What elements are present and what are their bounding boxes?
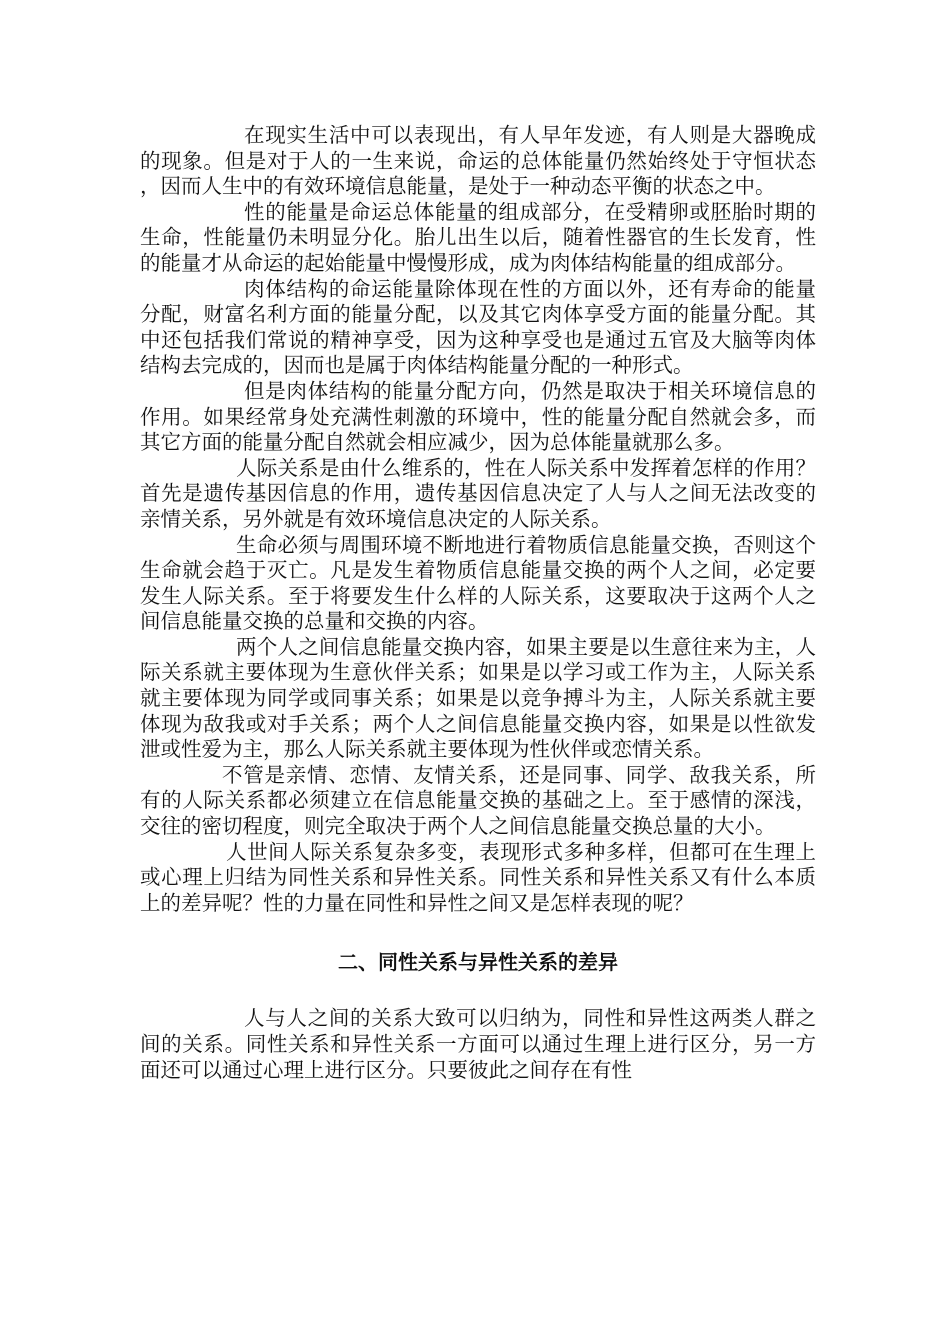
paragraph-5: 人际关系是由什么维系的，性在人际关系中发挥着怎样的作用？首先是遗传基因信息的作用，遗传基因信息决定了人与人之间无法改变的亲情关系，另外就是有效环境信息决定的人际关系。	[140, 455, 816, 531]
document-page	[140, 123, 816, 1083]
paragraph-9: 人世间人际关系复杂多变，表现形式多种多样，但都可在生理上或心理上归结为同性关系和异性关系。同性关系和异性关系又有什么本质上的差异呢？性的力量在同性和异性之间又是怎样表现的呢？	[140, 839, 816, 915]
paragraph-1: 在现实生活中可以表现出，有人早年发迹，有人则是大器晚成的现象。但是对于人的一生来说，命运的总体能量仍然始终处于守恒状态，因而人生中的有效环境信息能量，是处于一种动态平衡的状态之中。	[140, 123, 816, 199]
paragraph-4: 但是肉体结构的能量分配方向，仍然是取决于相关环境信息的作用。如果经常身处充满性刺激的环境中，性的能量分配自然就会多，而其它方面的能量分配自然就会相应减少，因为总体能量就那么多。	[140, 378, 816, 455]
section-heading: 二、同性关系与异性关系的差异	[338, 950, 618, 975]
paragraph-3: 肉体结构的命运能量除体现在性的方面以外，还有寿命的能量分配，财富名利方面的能量分配，以及其它肉体享受方面的能量分配。其中还包括我们常说的精神享受，因为这种享受也是通过五官及大脑等肉体结构去完成的，因而也是属于肉体结构能量分配的一种形式。	[140, 276, 816, 378]
paragraph-8: 不管是亲情、恋情、友情关系，还是同事、同学、敌我关系，所有的人际关系都必须建立在信息能量交换的基础之上。至于感情的深浅，交往的密切程度，则完全取决于两个人之间信息能量交换总量的大小。	[140, 762, 816, 839]
paragraph-7: 两个人之间信息能量交换内容，如果主要是以生意往来为主，人际关系就主要体现为生意伙伴关系；如果是以学习或工作为主，人际关系就主要体现为同学或同事关系；如果是以竞争搏斗为主，人际关系就主要体现为敌我或对手关系；两个人之间信息能量交换内容，如果是以性欲发泄或性爱为主，那么人际关系就主要体现为性伙伴或恋情关系。	[140, 634, 816, 762]
paragraph-10: 人与人之间的关系大致可以归纳为，同性和异性这两类人群之间的关系。同性关系和异性关系一方面可以通过生理上进行区分，另一方面还可以通过心理上进行区分。只要彼此之间存在有性	[140, 1006, 816, 1082]
paragraph-2: 性的能量是命运总体能量的组成部分，在受精卵或胚胎时期的生命，性能量仍未明显分化。胎儿出生以后，随着性器官的生长发育，性的能量才从命运的起始能量中慢慢形成，成为肉体结构能量的组成部分。	[140, 199, 816, 275]
paragraph-6: 生命必须与周围环境不断地进行着物质信息能量交换，否则这个生命就会趋于灭亡。凡是发生着物质信息能量交换的两个人之间，必定要发生人际关系。至于将要发生什么样的人际关系，这要取决于这两个人之间信息能量交换的总量和交换的内容。	[140, 532, 816, 634]
